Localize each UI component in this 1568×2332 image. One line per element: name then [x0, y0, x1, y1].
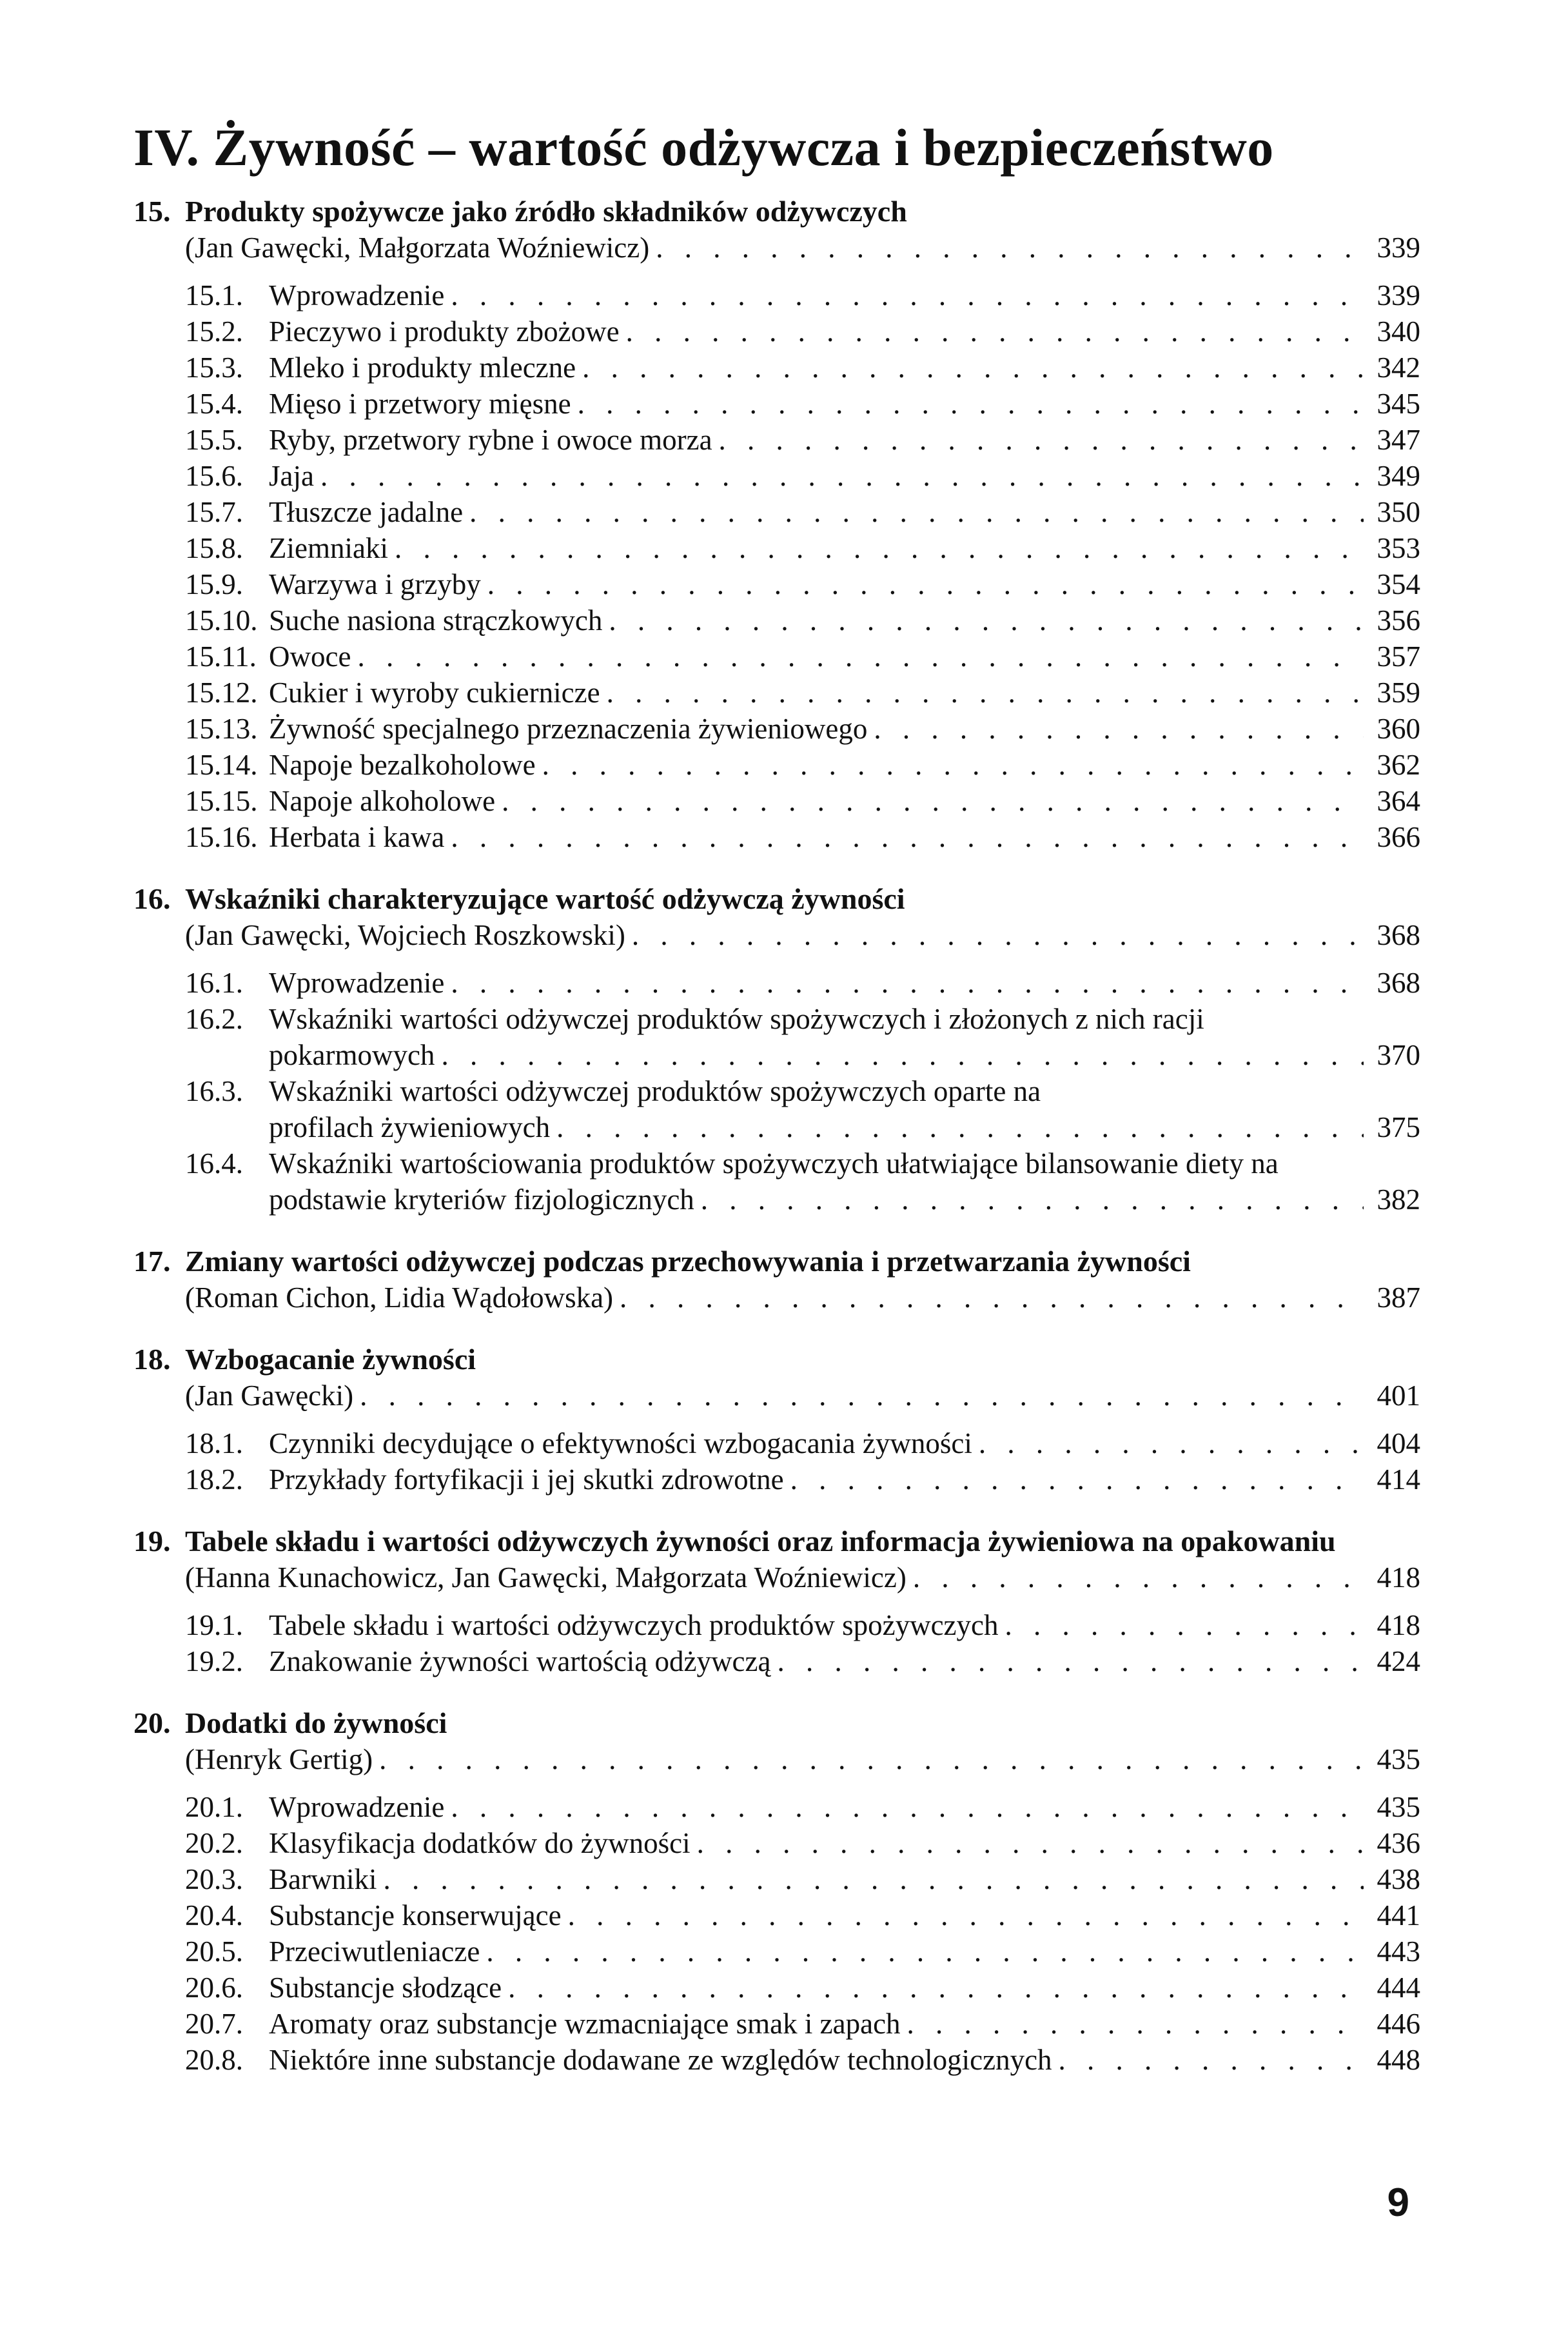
section-page-number: 364	[1377, 785, 1420, 817]
section-title: podstawie kryteriów fizjologicznych	[269, 1183, 694, 1216]
section-title-row	[269, 566, 1420, 602]
section-entry	[185, 2006, 1420, 2042]
section-body	[269, 1145, 1420, 1218]
section-title: Herbata i kawa	[269, 821, 445, 853]
section-body	[269, 277, 1420, 313]
section-number: 15.13.	[185, 713, 258, 745]
dot-leader	[697, 1825, 1364, 1861]
chapter-page-number: 418	[1377, 1561, 1420, 1594]
chapter-title-row	[133, 881, 1420, 917]
section-body	[269, 783, 1420, 819]
chapter-title: Wzbogacanie żywności	[185, 1343, 476, 1376]
section-body	[269, 1789, 1420, 1825]
section-title: pokarmowych	[269, 1039, 435, 1071]
section-number: 15.11.	[185, 640, 257, 673]
section-body	[269, 638, 1420, 675]
chapter-title-row	[133, 1523, 1420, 1559]
section-list	[185, 277, 1420, 855]
section-page-number: 342	[1377, 351, 1420, 384]
section-body	[269, 675, 1420, 711]
section-title-row	[269, 350, 1420, 386]
section-entry	[185, 1825, 1420, 1861]
dot-leader	[632, 917, 1364, 953]
dot-leader	[626, 313, 1364, 350]
section-body	[269, 1825, 1420, 1861]
section-page-number: 444	[1377, 1971, 1420, 2004]
section-title: Mięso i przetwory mięsne	[269, 388, 571, 420]
page-number: 9	[1387, 2180, 1409, 2225]
section-title: Jaja	[269, 460, 314, 492]
section-entry	[185, 965, 1420, 1001]
section-page-number: 347	[1377, 424, 1420, 456]
section-page-number: 360	[1377, 713, 1420, 745]
dot-leader	[451, 819, 1364, 855]
section-title: Suche nasiona strączkowych	[269, 604, 603, 637]
section-number: 16.1.	[185, 967, 243, 999]
section-title: Tłuszcze jadalne	[269, 496, 464, 528]
section-page-number: 356	[1377, 604, 1420, 637]
dot-leader	[609, 602, 1364, 638]
section-body	[269, 422, 1420, 458]
section-title-row	[269, 1933, 1420, 1970]
section-title: Napoje alkoholowe	[269, 785, 496, 817]
section-title: Przykłady fortyfikacji i jej skutki zdrowotne	[269, 1463, 784, 1496]
section-page-number: 366	[1377, 821, 1420, 853]
dot-leader	[582, 350, 1364, 386]
section-title: Owoce	[269, 640, 351, 673]
section-title-row	[269, 530, 1420, 566]
section-entry	[185, 458, 1420, 494]
chapter-number: 15.	[133, 195, 171, 228]
section-page-number: 435	[1377, 1791, 1420, 1823]
section-page-number: 340	[1377, 315, 1420, 348]
section-page-number: 339	[1377, 279, 1420, 311]
section-page-number: 404	[1377, 1427, 1420, 1459]
section-number: 20.7.	[185, 2008, 243, 2040]
section-body	[269, 747, 1420, 783]
dot-leader	[568, 1897, 1364, 1933]
dot-leader	[441, 1037, 1364, 1073]
section-body	[269, 566, 1420, 602]
section-entry	[185, 675, 1420, 711]
dot-leader	[357, 638, 1364, 675]
table-of-contents	[133, 193, 1420, 2104]
chapter-title-row	[133, 193, 1420, 230]
section-entry	[185, 1145, 1420, 1218]
section-title-row	[269, 1607, 1420, 1643]
section-body	[269, 1861, 1420, 1897]
section-body	[269, 819, 1420, 855]
section-title: Substancje konserwujące	[269, 1899, 562, 1932]
section-title-row	[269, 2042, 1420, 2078]
dot-leader	[578, 386, 1364, 422]
section-title: Barwniki	[269, 1863, 377, 1895]
section-title: Znakowanie żywności wartością odżywczą	[269, 1645, 771, 1677]
section-number: 15.3.	[185, 351, 243, 384]
chapter-entry	[133, 881, 1420, 1218]
chapter-authors-row	[185, 1559, 1420, 1596]
section-title: Mleko i produkty mleczne	[269, 351, 576, 384]
section-title-row	[269, 422, 1420, 458]
chapter-title: Tabele składu i wartości odżywczych żywności oraz informacja żywieniowa na opakowaniu	[185, 1525, 1336, 1557]
section-entry	[185, 1425, 1420, 1461]
section-number: 15.8.	[185, 532, 243, 564]
dot-leader	[556, 1109, 1364, 1145]
chapter-entry	[133, 1523, 1420, 1679]
section-title-row	[269, 675, 1420, 711]
chapter-authors: (Roman Cichon, Lidia Wądołowska)	[185, 1281, 614, 1314]
section-title: Substancje słodzące	[269, 1971, 502, 2004]
section-entry	[185, 819, 1420, 855]
section-number: 20.5.	[185, 1935, 243, 1968]
section-title: Wprowadzenie	[269, 279, 445, 311]
dot-leader	[656, 230, 1364, 266]
section-number: 15.5.	[185, 424, 243, 456]
section-title-row	[269, 602, 1420, 638]
dot-leader	[395, 530, 1364, 566]
section-page-number: 441	[1377, 1899, 1420, 1932]
dot-leader	[487, 566, 1364, 602]
section-title-row	[269, 638, 1420, 675]
section-number: 18.2.	[185, 1463, 243, 1496]
section-title-row	[269, 2006, 1420, 2042]
chapter-page-number: 435	[1377, 1743, 1420, 1775]
section-list	[185, 1789, 1420, 2078]
section-page-number: 414	[1377, 1463, 1420, 1496]
section-number: 15.4.	[185, 388, 243, 420]
dot-leader	[1059, 2042, 1364, 2078]
section-title-row	[269, 1897, 1420, 1933]
section-title-row	[269, 1825, 1420, 1861]
section-body	[269, 965, 1420, 1001]
chapter-title-row	[133, 1705, 1420, 1741]
section-number: 15.16.	[185, 821, 258, 853]
chapter-authors-row	[185, 917, 1420, 953]
section-entry	[185, 386, 1420, 422]
section-body	[269, 350, 1420, 386]
section-entry	[185, 638, 1420, 675]
section-number: 20.8.	[185, 2044, 243, 2076]
dot-leader	[913, 1559, 1364, 1596]
section-title-row	[269, 1861, 1420, 1897]
dot-leader	[790, 1461, 1364, 1497]
dot-leader	[451, 277, 1364, 313]
section-title-row	[269, 1109, 1420, 1145]
section-entry	[185, 1461, 1420, 1497]
section-body	[269, 494, 1420, 530]
section-entry	[185, 350, 1420, 386]
section-number: 20.3.	[185, 1863, 243, 1895]
section-title: Żywność specjalnego przeznaczenia żywieniowego	[269, 713, 868, 745]
chapter-authors: (Jan Gawęcki, Wojciech Roszkowski)	[185, 919, 625, 951]
section-page-number: 350	[1377, 496, 1420, 528]
section-entry	[185, 1897, 1420, 1933]
section-title-row	[269, 1037, 1420, 1073]
part-title: IV. Żywność – wartość odżywcza i bezpieczeństwo	[133, 118, 1274, 177]
section-entry	[185, 747, 1420, 783]
section-body	[269, 458, 1420, 494]
chapter-number: 20.	[133, 1706, 171, 1739]
section-entry	[185, 2042, 1420, 2078]
section-body	[269, 1970, 1420, 2006]
section-page-number: 359	[1377, 677, 1420, 709]
section-page-number: 443	[1377, 1935, 1420, 1968]
section-title-first-line: Wskaźniki wartości odżywczej produktów spożywczych oparte na	[269, 1075, 1041, 1107]
section-title: Pieczywo i produkty zbożowe	[269, 315, 620, 348]
dot-leader	[979, 1425, 1364, 1461]
chapter-authors-row	[185, 1378, 1420, 1414]
section-title: Tabele składu i wartości odżywczych produktów spożywczych	[269, 1609, 999, 1641]
section-title-first-line: Wskaźniki wartości odżywczej produktów spożywczych i złożonych z nich racji	[269, 1003, 1204, 1035]
dot-leader	[719, 422, 1364, 458]
chapter-entry	[133, 1341, 1420, 1497]
dot-leader	[907, 2006, 1364, 2042]
dot-leader	[701, 1181, 1364, 1218]
section-title: Niektóre inne substancje dodawane ze względów technologicznych	[269, 2044, 1052, 2076]
section-number: 15.15.	[185, 785, 258, 817]
chapter-authors: (Hanna Kunachowicz, Jan Gawęcki, Małgorzata Woźniewicz)	[185, 1561, 906, 1594]
dot-leader	[620, 1280, 1364, 1316]
section-entry	[185, 1789, 1420, 1825]
section-body	[269, 1425, 1420, 1461]
section-entry	[185, 1643, 1420, 1679]
chapter-authors: (Henryk Gertig)	[185, 1743, 373, 1775]
chapter-authors-row	[185, 230, 1420, 266]
section-body	[269, 2042, 1420, 2078]
section-entry	[185, 1861, 1420, 1897]
chapter-page-number: 339	[1377, 232, 1420, 264]
dot-leader	[469, 494, 1364, 530]
chapter-authors: (Jan Gawęcki)	[185, 1379, 354, 1412]
section-number: 20.1.	[185, 1791, 243, 1823]
section-title-row	[269, 1970, 1420, 2006]
section-number: 15.12.	[185, 677, 258, 709]
section-number: 15.6.	[185, 460, 243, 492]
section-entry	[185, 494, 1420, 530]
chapter-authors-row	[185, 1280, 1420, 1316]
section-title-row	[269, 1425, 1420, 1461]
section-entry	[185, 1607, 1420, 1643]
chapter-entry	[133, 1705, 1420, 2078]
section-entry	[185, 530, 1420, 566]
dot-leader	[508, 1970, 1364, 2006]
section-body	[269, 2006, 1420, 2042]
dot-leader	[379, 1741, 1364, 1777]
section-title-first-line: Wskaźniki wartościowania produktów spożywczych ułatwiające bilansowanie diety na	[269, 1147, 1279, 1180]
section-page-number: 354	[1377, 568, 1420, 600]
section-number: 20.4.	[185, 1899, 243, 1932]
chapter-number: 18.	[133, 1343, 171, 1376]
section-title-row	[269, 965, 1420, 1001]
section-title-row	[269, 783, 1420, 819]
chapter-title: Wskaźniki charakteryzujące wartość odżywczą żywności	[185, 882, 905, 915]
chapter-entry	[133, 193, 1420, 855]
section-body	[269, 313, 1420, 350]
chapter-page-number: 401	[1377, 1379, 1420, 1412]
section-number: 15.9.	[185, 568, 243, 600]
section-number: 15.2.	[185, 315, 243, 348]
section-title-row	[269, 458, 1420, 494]
section-entry	[185, 602, 1420, 638]
section-title-row	[269, 277, 1420, 313]
section-body	[269, 711, 1420, 747]
section-body	[269, 386, 1420, 422]
section-list	[185, 1425, 1420, 1497]
section-page-number: 345	[1377, 388, 1420, 420]
section-body	[269, 602, 1420, 638]
section-page-number: 368	[1377, 967, 1420, 999]
section-body	[269, 1897, 1420, 1933]
section-title: Wprowadzenie	[269, 967, 445, 999]
chapter-title-row	[133, 1341, 1420, 1378]
dot-leader	[360, 1378, 1364, 1414]
section-page-number: 448	[1377, 2044, 1420, 2076]
chapter-number: 17.	[133, 1245, 171, 1278]
section-entry	[185, 1001, 1420, 1073]
section-number: 16.2.	[185, 1003, 243, 1035]
section-title: Klasyfikacja dodatków do żywności	[269, 1827, 691, 1859]
chapter-authors: (Jan Gawęcki, Małgorzata Woźniewicz)	[185, 232, 650, 264]
section-page-number: 349	[1377, 460, 1420, 492]
section-entry	[185, 783, 1420, 819]
chapter-entry	[133, 1243, 1420, 1316]
chapter-page-number: 368	[1377, 919, 1420, 951]
section-list	[185, 965, 1420, 1218]
dot-leader	[320, 458, 1364, 494]
section-body	[269, 1643, 1420, 1679]
section-page-number: 418	[1377, 1609, 1420, 1641]
section-number: 20.6.	[185, 1971, 243, 2004]
section-page-number: 375	[1377, 1111, 1420, 1143]
section-page-number: 446	[1377, 2008, 1420, 2040]
section-page-number: 357	[1377, 640, 1420, 673]
section-body	[269, 1001, 1420, 1073]
section-page-number: 370	[1377, 1039, 1420, 1071]
section-page-number: 438	[1377, 1863, 1420, 1895]
section-title-row	[269, 747, 1420, 783]
section-entry	[185, 1970, 1420, 2006]
section-list	[185, 1607, 1420, 1679]
section-page-number: 362	[1377, 749, 1420, 781]
dot-leader	[777, 1643, 1364, 1679]
section-title: profilach żywieniowych	[269, 1111, 551, 1143]
section-number: 16.3.	[185, 1075, 243, 1107]
chapter-title-row	[133, 1243, 1420, 1280]
section-entry	[185, 566, 1420, 602]
section-number: 15.10.	[185, 604, 258, 637]
section-entry	[185, 277, 1420, 313]
section-page-number: 424	[1377, 1645, 1420, 1677]
section-title-row	[269, 819, 1420, 855]
section-title: Ryby, przetwory rybne i owoce morza	[269, 424, 712, 456]
section-entry	[185, 711, 1420, 747]
chapter-title: Dodatki do żywności	[185, 1706, 447, 1739]
dot-leader	[542, 747, 1364, 783]
section-number: 15.7.	[185, 496, 243, 528]
section-number: 20.2.	[185, 1827, 243, 1859]
section-title: Cukier i wyroby cukiernicze	[269, 677, 600, 709]
chapter-title: Zmiany wartości odżywczej podczas przechowywania i przetwarzania żywności	[185, 1245, 1191, 1278]
section-title: Warzywa i grzyby	[269, 568, 481, 600]
section-number: 18.1.	[185, 1427, 243, 1459]
section-page-number: 382	[1377, 1183, 1420, 1216]
section-title: Przeciwutleniacze	[269, 1935, 480, 1968]
section-title-row	[269, 386, 1420, 422]
section-title-row	[269, 1181, 1420, 1218]
chapter-number: 16.	[133, 882, 171, 915]
dot-leader	[486, 1933, 1364, 1970]
section-title-row	[269, 313, 1420, 350]
dot-leader	[383, 1861, 1364, 1897]
section-entry	[185, 422, 1420, 458]
section-entry	[185, 1073, 1420, 1145]
section-title: Aromaty oraz substancje wzmacniające smak i zapach	[269, 2008, 901, 2040]
section-number: 19.2.	[185, 1645, 243, 1677]
dot-leader	[502, 783, 1364, 819]
section-page-number: 436	[1377, 1827, 1420, 1859]
section-title-row	[269, 494, 1420, 530]
dot-leader	[451, 965, 1364, 1001]
section-body	[269, 1073, 1420, 1145]
section-body	[269, 530, 1420, 566]
section-title: Ziemniaki	[269, 532, 388, 564]
chapter-title: Produkty spożywcze jako źródło składników odżywczych	[185, 195, 907, 228]
section-body	[269, 1933, 1420, 1970]
section-entry	[185, 313, 1420, 350]
chapter-number: 19.	[133, 1525, 171, 1557]
section-body	[269, 1607, 1420, 1643]
section-number: 19.1.	[185, 1609, 243, 1641]
section-page-number: 353	[1377, 532, 1420, 564]
section-title-row	[269, 1789, 1420, 1825]
section-entry	[185, 1933, 1420, 1970]
dot-leader	[607, 675, 1364, 711]
section-title-row	[269, 711, 1420, 747]
section-number: 15.1.	[185, 279, 243, 311]
section-title: Czynniki decydujące o efektywności wzbogacania żywności	[269, 1427, 972, 1459]
dot-leader	[874, 711, 1364, 747]
section-title-row	[269, 1643, 1420, 1679]
dot-leader	[1004, 1607, 1364, 1643]
section-title: Napoje bezalkoholowe	[269, 749, 536, 781]
section-number: 16.4.	[185, 1147, 243, 1180]
section-title-row	[269, 1461, 1420, 1497]
section-title: Wprowadzenie	[269, 1791, 445, 1823]
dot-leader	[451, 1789, 1364, 1825]
section-body	[269, 1461, 1420, 1497]
chapter-authors-row	[185, 1741, 1420, 1777]
section-number: 15.14.	[185, 749, 258, 781]
chapter-page-number: 387	[1377, 1281, 1420, 1314]
